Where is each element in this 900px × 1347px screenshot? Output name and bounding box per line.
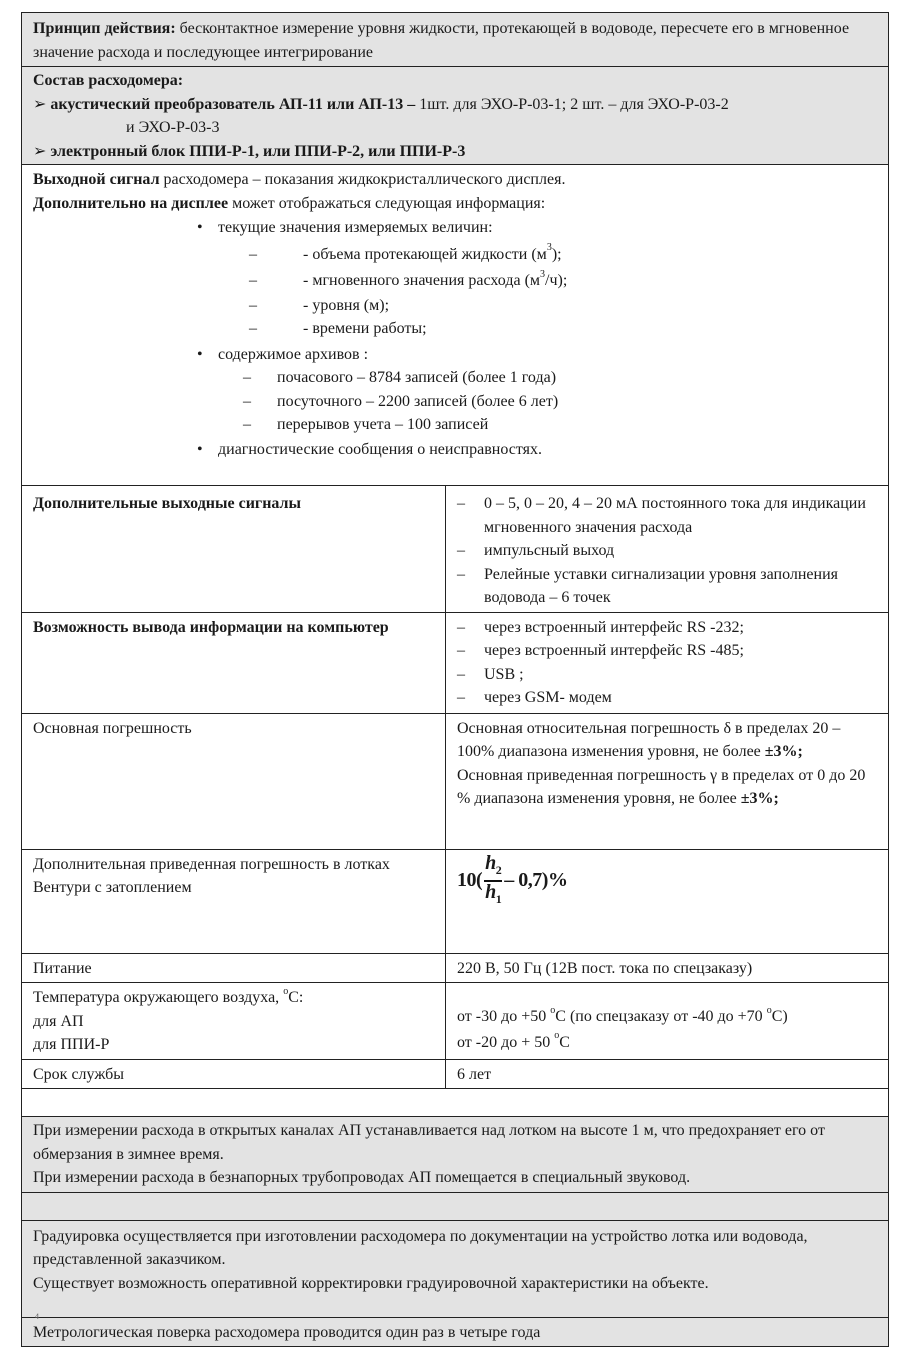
formula-denominator: h: [485, 880, 496, 903]
calibration-note-2: Существует возможность оперативной корректировки градуировочной характеристики на объекте.: [33, 1274, 709, 1292]
principle-row: [22, 13, 889, 67]
error-label: Основная погрешность: [22, 713, 446, 849]
temperature-unit: С:: [288, 989, 304, 1006]
formula-suffix: – 0,7)%: [504, 868, 568, 891]
list-item: почасового – 8784 записей (более 1 года): [277, 369, 557, 386]
service-life-label: Срок службы: [22, 1059, 446, 1089]
error-text-2: Основная приведенная погрешность γ в пределах от 0 до 20 % диапазона изменения уровня, не более: [457, 766, 866, 807]
list-item: через встроенный интерфейс RS -485;: [484, 642, 744, 659]
power-value: 220 В, 50 Гц (12В пост. тока по спецзаказу): [446, 953, 889, 983]
display-text: может отображаться следующая информация:: [228, 194, 546, 212]
installation-note-1: При измерении расхода в открытых каналах АП устанавливается над лотком на высоте 1 м, что предохраняет его от обмерзания в зимнее время.: [33, 1122, 825, 1163]
dash-icon: –: [243, 392, 251, 410]
installation-note-2: При измерении расхода в безнапорных трубопроводах АП помещается в специальный звуковод.: [33, 1169, 691, 1186]
footnote-mark: 4: [35, 1312, 39, 1321]
installation-notes-row: [22, 1117, 889, 1193]
list-item-end: );: [551, 245, 562, 263]
superscript: 3: [546, 242, 552, 254]
degree-sup: o: [550, 1004, 556, 1016]
list-item: - мгновенного значения расхода (м: [303, 272, 541, 289]
dash-icon: –: [243, 416, 251, 433]
extra-output-row: [22, 486, 889, 613]
superscript: 3: [540, 268, 546, 280]
formula-numerator-sub: 2: [495, 862, 502, 877]
composition-row: [22, 67, 889, 165]
list-item: через встроенный интерфейс RS -232;: [484, 618, 744, 636]
spec-sheet: [21, 12, 888, 1347]
venturi-row: [22, 849, 889, 953]
dash-icon: –: [457, 542, 465, 559]
temperature-ap-value-end: С): [771, 1008, 788, 1025]
degree-sup: o: [554, 1030, 560, 1042]
service-life-value: 6 лет: [446, 1059, 889, 1089]
temperature-row: [22, 983, 889, 1060]
output-label: Выходной сигнал: [33, 171, 160, 188]
composition-item-1-cont: и ЭХО-Р-03-3: [126, 119, 220, 136]
list-item: Релейные уставки сигнализации уровня заполнения водовода – 6 точек: [484, 565, 838, 606]
bullet-icon: •: [197, 219, 203, 236]
spacer-row: [22, 1192, 889, 1220]
venturi-label: Дополнительная приведенная погрешность в лотках Вентури с затоплением: [22, 849, 446, 953]
composition-title: Состав расходомера:: [33, 72, 184, 89]
verification-note: Метрологическая поверка расходомера проводится один раз в четыре года: [22, 1317, 889, 1347]
formula-prefix: 10(: [457, 868, 483, 891]
temperature-ppi-label: для ППИ-Р: [33, 1036, 110, 1053]
degree-sup: o: [766, 1004, 772, 1016]
formula-numerator: h: [485, 851, 496, 874]
dash-icon: –: [249, 272, 257, 289]
dash-icon: –: [249, 245, 257, 263]
list-item: импульсный выход: [484, 542, 615, 559]
error-value-2: ±3%;: [740, 790, 779, 807]
pc-output-label: Возможность вывода информации на компьютер: [33, 618, 389, 636]
arrow-right-icon: ➢: [33, 142, 51, 160]
verification-row: [22, 1317, 889, 1347]
extra-output-label: Дополнительные выходные сигналы: [33, 495, 302, 512]
composition-item-1-text: 1шт. для ЭХО-Р-03-1; 2 шт. – для ЭХО-Р-03-2: [415, 95, 729, 113]
list-item: через GSM- модем: [484, 689, 612, 706]
bullet-icon: •: [197, 345, 203, 363]
principle-label: Принцип действия:: [33, 20, 176, 37]
pc-output-row: [22, 612, 889, 713]
spacer-row: [22, 1089, 889, 1117]
dash-icon: –: [243, 369, 251, 386]
temperature-ppi-value-end: С: [559, 1033, 570, 1051]
temperature-ap-value-cont: С (по спецзаказу от -40 до +70: [555, 1008, 767, 1025]
formula-denominator-sub: 1: [495, 891, 502, 906]
dash-icon: –: [457, 689, 465, 706]
list-item: посуточного – 2200 записей (более 6 лет): [277, 392, 559, 410]
output-text: расходомера – показания жидкокристаллического дисплея.: [159, 171, 566, 188]
error-text-1: Основная относительная погрешность δ в пределах 20 – 100% диапазона изменения уровня, не более: [457, 719, 841, 760]
dash-icon: –: [457, 565, 465, 583]
dash-icon: –: [457, 495, 465, 512]
dash-icon: –: [457, 642, 465, 659]
venturi-formula: [457, 853, 567, 909]
composition-item-1: акустический преобразователь АП-11 или АП-13 –: [50, 95, 416, 113]
list-item: - уровня (м);: [303, 296, 390, 314]
dash-icon: –: [457, 618, 465, 636]
power-row: [22, 953, 889, 983]
spec-table: [21, 12, 889, 1347]
dash-icon: –: [249, 296, 257, 314]
list-item: - времени работы;: [303, 320, 427, 337]
power-label: Питание: [22, 953, 446, 983]
error-value-1: ±3%;: [764, 743, 803, 760]
composition-item-2: электронный блок ППИ-Р-1, или ППИ-Р-2, или ППИ-Р-3: [50, 142, 466, 160]
bullet-archives: содержимое архивов :: [218, 345, 369, 363]
list-item: 0 – 5, 0 – 20, 4 – 20 мА постоянного тока для индикации мгновенного значения расхода: [484, 495, 866, 536]
formula-fraction: [484, 853, 502, 909]
degree-sup: o: [283, 985, 289, 997]
list-item-end: /ч);: [545, 272, 568, 289]
list-item: - объема протекающей жидкости (м: [303, 245, 547, 263]
list-item: перерывов учета – 100 записей: [277, 416, 489, 433]
display-label: Дополнительно на дисплее: [33, 194, 229, 212]
error-row: [22, 713, 889, 849]
dash-icon: –: [457, 665, 465, 683]
temperature-ap-label: для АП: [33, 1012, 84, 1030]
bullet-diagnostics: диагностические сообщения о неисправностях.: [218, 440, 542, 458]
service-life-row: [22, 1059, 889, 1089]
bullet-icon: •: [197, 440, 203, 458]
arrow-right-icon: ➢: [33, 95, 51, 113]
output-row: [22, 165, 889, 486]
temperature-ap-value: от -30 до +50: [457, 1008, 551, 1025]
dash-icon: –: [249, 320, 257, 337]
bullet-current-values: текущие значения измеряемых величин:: [218, 219, 493, 236]
calibration-note-1: Градуировка осуществляется при изготовлении расходомера по документации на устройство лотка или водовода, представленной заказчиком.: [33, 1227, 808, 1268]
calibration-notes-row: [22, 1220, 889, 1317]
list-item: USB ;: [484, 665, 524, 683]
temperature-label: Температура окружающего воздуха,: [33, 989, 284, 1006]
temperature-ppi-value: от -20 до + 50: [457, 1033, 555, 1051]
principle-text: бесконтактное измерение уровня жидкости, протекающей в водоводе, пересчете его в мгновенное значение расхода и последующее интегрирование: [33, 20, 850, 61]
